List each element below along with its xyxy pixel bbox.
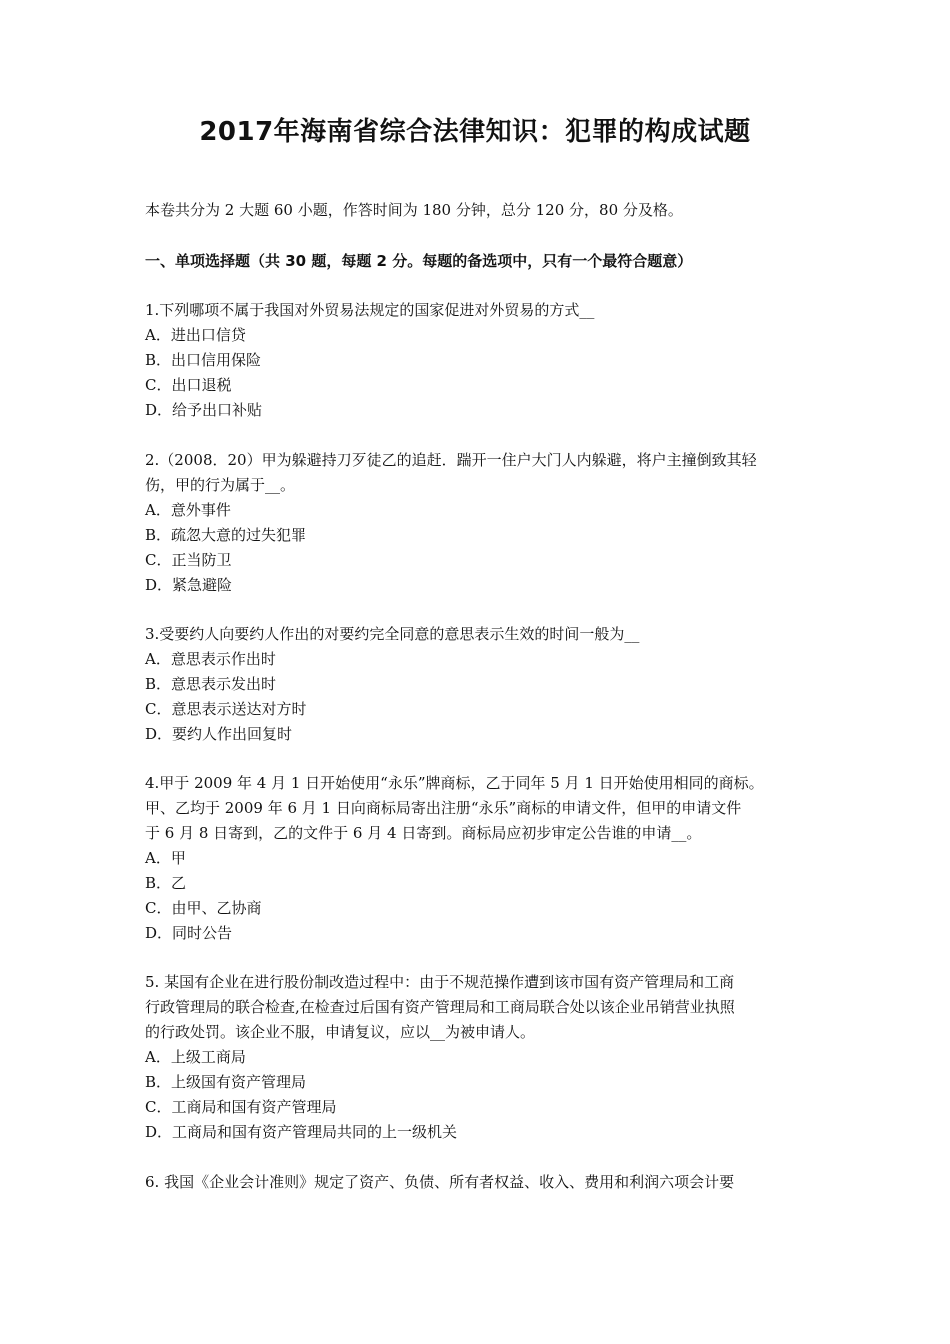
question-stem: 的行政处罚。该企业不服，申请复议，应以__为被申请人。 [145,1023,536,1041]
option-c: C．正当防卫 [145,551,232,569]
option-a: A．意思表示作出时 [145,650,276,668]
option-a: A．意外事件 [145,501,231,519]
question-3 [145,622,825,747]
option-d: D．同时公告 [145,924,233,942]
exam-intro: 本卷共分为 2 大题 60 小题，作答时间为 180 分钟，总分 120 分，80 分及格。 [145,201,683,219]
question-stem: 伤，甲的行为属于__。 [145,476,296,494]
question-2 [145,448,825,598]
section-heading: 一、单项选择题（共 30 题，每题 2 分。每题的备选项中，只有一个最符合题意） [145,252,693,270]
question-stem: 5. 某国有企业在进行股份制改造过程中：由于不规范操作遭到该市国有资产管理局和工商 [145,973,735,991]
option-c: C．由甲、乙协商 [145,899,262,917]
option-b: B．意思表示发出时 [145,675,277,693]
question-stem: 于 6 月 8 日寄到，乙的文件于 6 月 4 日寄到。商标局应初步审定公告谁的申请__。 [145,824,702,842]
option-b: B．乙 [145,874,187,892]
option-a: A．甲 [145,849,186,867]
question-stem: 1.下列哪项不属于我国对外贸易法规定的国家促进对外贸易的方式__ [145,301,595,319]
question-4 [145,771,825,946]
question-6 [145,1170,825,1195]
question-stem: 2.（2008．20）甲为躲避持刀歹徒乙的追赶．踹开一住户大门人内躲避，将户主撞倒致其轻 [145,451,757,469]
option-b: B．出口信用保险 [145,351,262,369]
option-a: A．上级工商局 [145,1048,246,1066]
option-b: B．疏忽大意的过失犯罪 [145,526,307,544]
option-a: A．进出口信贷 [145,326,246,344]
option-c: C．意思表示送达对方时 [145,700,307,718]
question-5 [145,970,825,1145]
option-d: D．紧急避险 [145,576,233,594]
option-b: B．上级国有资产管理局 [145,1073,307,1091]
question-stem: 甲、乙均于 2009 年 6 月 1 日向商标局寄出注册“永乐”商标的申请文件，但甲的申请文件 [145,799,742,817]
question-1 [145,298,825,423]
option-c: C．工商局和国有资产管理局 [145,1098,337,1116]
option-c: C．出口退税 [145,376,232,394]
question-stem: 4.甲于 2009 年 4 月 1 日开始使用“永乐”牌商标，乙于同年 5 月 1 日开始使用相同的商标。 [145,774,764,792]
question-stem: 行政管理局的联合检查,在检查过后国有资产管理局和工商局联合处以该企业吊销营业执照 [145,998,735,1016]
document-title: 2017年海南省综合法律知识：犯罪的构成试题 [199,117,751,147]
option-d: D．要约人作出回复时 [145,725,293,743]
question-stem: 6. 我国《企业会计准则》规定了资产、负债、所有者权益、收入、费用和利润六项会计要 [145,1173,735,1191]
option-d: D．工商局和国有资产管理局共同的上一级机关 [145,1123,458,1141]
question-stem: 3.受要约人向要约人作出的对要约完全同意的意思表示生效的时间一般为__ [145,625,640,643]
option-d: D．给予出口补贴 [145,401,263,419]
